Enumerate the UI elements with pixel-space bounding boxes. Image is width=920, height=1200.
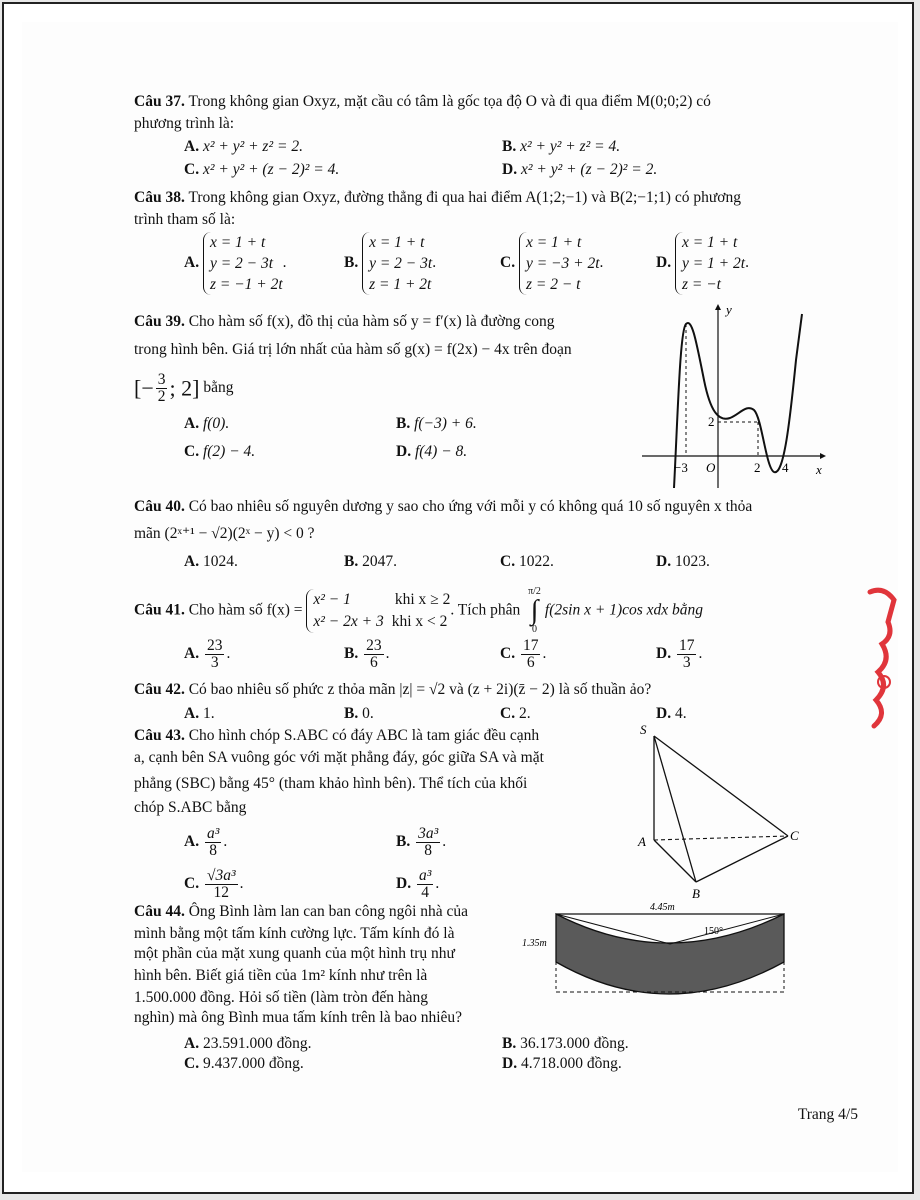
q38-system-c: x = 1 + t y = −3 + 2t z = 2 − t xyxy=(519,232,600,295)
q39-option-a: A. f(0). xyxy=(184,415,230,432)
q43-line3: phẳng (SBC) bằng 45° (tham khảo hình bên). Thể tích của khối xyxy=(134,775,528,792)
q41-piecewise: x² − 1 khi x ≥ 2 x² − 2x + 3 khi x < 2 xyxy=(306,589,450,633)
q39-option-b: B. f(−3) + 6. xyxy=(396,415,477,432)
page-number: Trang 4/5 xyxy=(797,1106,858,1123)
q38-option-b: B. x = 1 + t y = 2 − 3t z = 1 + 2t. xyxy=(344,234,437,293)
red-stamp xyxy=(864,582,898,732)
q38-line1: Câu 38. Trong không gian Oxyz, đường thẳng đi qua hai điểm A(1;2;−1) và B(2;−1;1) có phương xyxy=(134,189,741,206)
q38-system-a: x = 1 + t y = 2 − 3t z = −1 + 2t xyxy=(203,232,283,295)
q44-glass-panel xyxy=(556,914,784,994)
q44-line1: Câu 44. Ông Bình làm lan can ban công ngôi nhà của xyxy=(134,903,469,920)
q39-origin: O xyxy=(706,460,716,475)
q42-line1: Câu 42. Có bao nhiêu số phức z thỏa mãn |z| = √2 và (z + 2i)(z̄ − 2) là số thuần ảo? xyxy=(134,681,652,698)
q37-option-a: A. x² + y² + z² = 2. xyxy=(184,138,303,155)
q44-option-d: D. 4.718.000 đồng. xyxy=(502,1055,622,1072)
q39-line3: [− $\frac{3}{2}$ ; 2] bằng xyxy=(134,371,234,405)
q40-option-c: C. 1022. xyxy=(500,553,554,570)
q37-label: Câu 37. xyxy=(134,93,185,110)
q39-tick-m3: −3 xyxy=(674,460,688,475)
q44-option-b: B. 36.173.000 đồng. xyxy=(502,1035,629,1052)
q43-label-C: C xyxy=(790,828,799,843)
q41-option-b: B. $\frac{23}{6}$ . xyxy=(344,637,390,671)
q44-line2: mình bằng một tấm kính cường lực. Tấm kính đó là xyxy=(134,925,455,942)
q37-option-d: D. x² + y² + (z − 2)² = 2. xyxy=(502,161,658,178)
q38-option-d: D. x = 1 + t y = 1 + 2t z = −t. xyxy=(656,234,749,293)
q39-option-d: D. f(4) − 8. xyxy=(396,443,468,460)
q43-line4: chóp S.ABC bằng xyxy=(134,799,247,816)
q43-line2: a, cạnh bên SA vuông góc với mặt phẳng đáy, góc giữa SA và mặt xyxy=(134,749,544,766)
q44-line6: nghìn) mà ông Bình mua tấm kính trên là bao nhiêu? xyxy=(134,1009,463,1026)
q42-option-d: D. 4. xyxy=(656,705,687,722)
q43-label-A: A xyxy=(638,834,646,849)
q43-line1: Câu 43. Cho hình chóp S.ABC có đáy ABC là tam giác đều cạnh xyxy=(134,727,540,744)
q44-option-c: C. 9.437.000 đồng. xyxy=(184,1055,304,1072)
q37-line2: phương trình là: xyxy=(134,115,235,132)
q41-option-c: C. $\frac{17}{6}$ . xyxy=(500,637,547,671)
q43-label-B: B xyxy=(692,886,700,901)
q43-option-a: A. $\frac{\text{a³}}{8}$ . xyxy=(184,825,228,859)
stamp-strokes xyxy=(870,590,894,726)
q41-integral: π/2 ∫ 0 xyxy=(528,586,541,635)
q42-option-c: C. 2. xyxy=(500,705,531,722)
q38-option-a: A. x = 1 + t y = 2 − 3t z = −1 + 2t. xyxy=(184,234,287,293)
q39-line1: Câu 39. Cho hàm số f(x), đồ thị của hàm số y = f′(x) là đường cong xyxy=(134,313,555,330)
q42-option-b: B. 0. xyxy=(344,705,374,722)
q44-angle-label: 150° xyxy=(704,926,723,937)
q39-tick-2: 2 xyxy=(754,460,761,475)
q37-line1 xyxy=(134,92,711,112)
q38-option-c: C. x = 1 + t y = −3 + 2t z = 2 − t. xyxy=(500,234,604,293)
q40-line2: mãn (2ˣ⁺¹ − √2)(2ˣ − y) < 0 ? xyxy=(134,525,315,542)
q41-line1: Câu 41. Cho hàm số f(x) = x² − 1 khi x ≥ 2 x² − 2x + 3 khi x < 2. Tích phân π/2 ∫ 0 f(2sin x + 1)cos xdx bằng xyxy=(134,586,704,635)
q41-option-d: D. $\frac{17}{3}$ . xyxy=(656,637,703,671)
q39-x-arrow-icon xyxy=(820,453,826,459)
q43-label-S: S xyxy=(640,722,647,737)
q40-line1: Câu 40. Có bao nhiêu số nguyên dương y sao cho ứng với mỗi y có không quá 10 số nguyên x thỏa xyxy=(134,498,753,515)
q39-x-label: x xyxy=(816,462,822,477)
q39-tick-y2: 2 xyxy=(708,414,715,429)
q39-y-arrow-icon xyxy=(715,304,721,310)
q43-edge-AC xyxy=(654,836,788,840)
page xyxy=(22,22,898,1172)
q43-figure xyxy=(632,722,812,902)
q44-line5: 1.500.000 đồng. Hỏi số tiền (làm tròn đến hàng xyxy=(134,989,429,1006)
q43-option-b: B. $\frac{\text{3a³}}{8}$ . xyxy=(396,825,447,859)
page-frame xyxy=(2,2,914,1194)
q42-option-a: A. 1. xyxy=(184,705,215,722)
q43-edge-BC xyxy=(696,836,788,882)
q37-option-c: C. x² + y² + (z − 2)² = 4. xyxy=(184,161,340,178)
q37-option-b: B. x² + y² + z² = 4. xyxy=(502,138,621,155)
q38-system-d: x = 1 + t y = 1 + 2t z = −t xyxy=(675,232,745,295)
q43-option-c: C. $\frac{\text{√3a³}}{12}$ . xyxy=(184,867,244,901)
q40-option-a: A. 1024. xyxy=(184,553,238,570)
q43-edge-SC xyxy=(654,736,788,836)
q37-text: Trong không gian Oxyz, mặt cầu có tâm là gốc tọa độ O và đi qua điểm M(0;0;2) có xyxy=(188,93,711,110)
q39-y-label: y xyxy=(726,302,732,317)
q44-option-a: A. 23.591.000 đồng. xyxy=(184,1035,312,1052)
q44-width-label: 4.45m xyxy=(650,902,675,913)
q44-figure xyxy=(520,900,820,1016)
q44-line3: một phần của mặt xung quanh của một hình trụ như xyxy=(134,945,455,962)
q38-system-b: x = 1 + t y = 2 − 3t z = 1 + 2t xyxy=(362,232,432,295)
q39-option-c: C. f(2) − 4. xyxy=(184,443,256,460)
q44-height-label: 1.35m xyxy=(522,938,547,949)
q39-tick-4: 4 xyxy=(782,460,789,475)
q41-option-a: A. $\frac{23}{3}$ . xyxy=(184,637,231,671)
q38-line2: trình tham số là: xyxy=(134,211,236,228)
q44-line4: hình bên. Biết giá tiền của 1m² kính như trên là xyxy=(134,967,428,984)
q43-option-d: D. $\frac{\text{a³}}{4}$ . xyxy=(396,867,440,901)
q40-option-d: D. 1023. xyxy=(656,553,710,570)
q39-line2: trong hình bên. Giá trị lớn nhất của hàm số g(x) = f(2x) − 4x trên đoạn xyxy=(134,341,572,358)
q40-option-b: B. 2047. xyxy=(344,553,397,570)
q39-graph xyxy=(634,300,834,500)
